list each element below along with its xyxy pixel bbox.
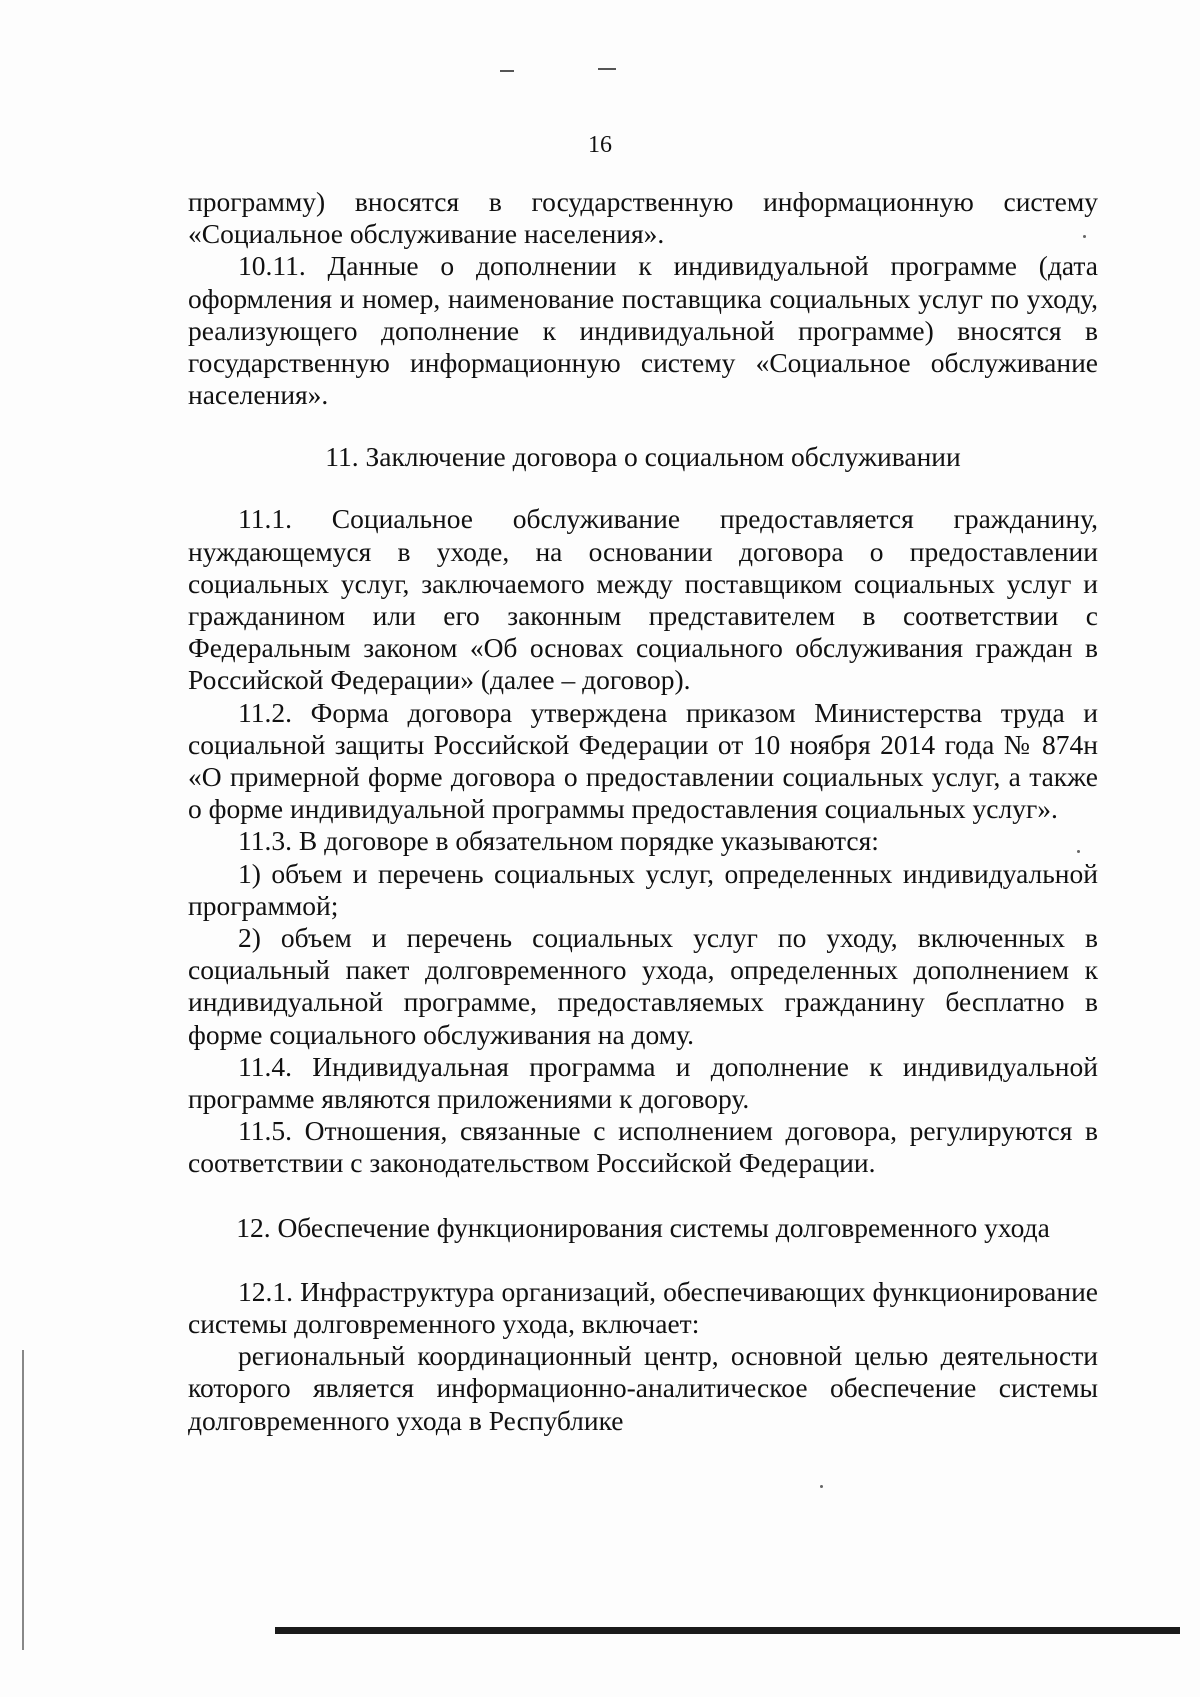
- paragraph-regional-center: региональный координационный центр, основной целью деятельности которого является информационно-аналитическое обеспечение системы долговременного ухода в Республике: [188, 1340, 1098, 1436]
- paragraph-11-3: 11.3. В договоре в обязательном порядке указываются:: [238, 825, 879, 857]
- document-body: [188, 186, 1098, 1437]
- scan-artifact-dash-left: [500, 70, 514, 72]
- paragraph-12-1: 12.1. Инфраструктура организаций, обеспечивающих функционирование системы долговременного ухода, включает:: [188, 1275, 1098, 1339]
- paragraph-10-11: 10.11. Данные о дополнении к индивидуальной программе (дата оформления и номер, наименование поставщика социальных услуг по уходу, реализующего дополнение к индивидуальной программе) вносятся в государственную информационную систему «Социальное обслуживание населения».: [188, 250, 1098, 411]
- scan-artifact-speck: [820, 1485, 823, 1488]
- paragraph-11-2: 11.2. Форма договора утверждена приказом Министерства труда и социальной защиты Российской Федерации от 10 ноября 2014 года № 874н «О примерной форме договора о предоставлении социальных услуг, а также о форме индивидуальной программы предоставления социальных услуг».: [188, 696, 1098, 825]
- scan-left-edge-line: [22, 1350, 24, 1650]
- paragraph-11-1: 11.1. Социальное обслуживание предоставляется гражданину, нуждающемуся в уходе, на основании договора о предоставлении социальных услуг, заключаемого между поставщиком социальных услуг и гражданином или его законным представителем в соответствии с Федеральным законом «Об основах социального обслуживания граждан в Российской Федерации» (далее – договор).: [188, 503, 1098, 696]
- paragraph-11-4: 11.4. Индивидуальная программа и дополнение к индивидуальной программе являются приложениями к договору.: [188, 1050, 1098, 1115]
- scan-bottom-edge-bar: [275, 1627, 1180, 1634]
- page-number: 16: [588, 132, 612, 158]
- section-heading-11: 11. Заключение договора о социальном обслуживании: [325, 441, 961, 473]
- list-item-1: 1) объем и перечень социальных услуг, определенных индивидуальной программой;: [188, 857, 1098, 921]
- list-item-2: 2) объем и перечень социальных услуг по уходу, включенных в социальный пакет долговременного ухода, определенных дополнением к индивидуальной программе, предоставляемых гражданину бесплатно в форме социального обслуживания на дому.: [188, 922, 1098, 1050]
- scan-artifact-dash-right: [598, 68, 616, 70]
- paragraph-continuation: программу) вносятся в государственную информационную систему «Социальное обслуживание населения».: [188, 186, 1098, 250]
- section-heading-12: 12. Обеспечение функционирования системы долговременного ухода: [236, 1211, 1050, 1243]
- paragraph-11-5: 11.5. Отношения, связанные с исполнением договора, регулируются в соответствии с законодательством Российской Федерации.: [188, 1115, 1098, 1179]
